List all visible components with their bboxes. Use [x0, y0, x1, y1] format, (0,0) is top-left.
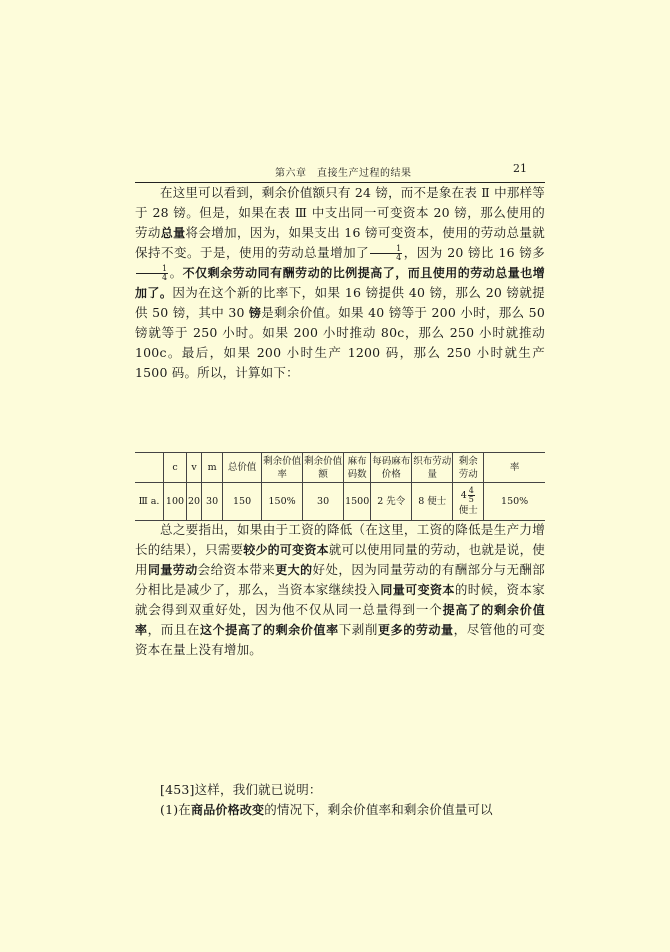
- chapter-title: 第六章 直接生产过程的结果: [275, 168, 412, 179]
- fraction-one-quarter-2: $\frac{1}{4}$: [136, 265, 168, 282]
- p2-text-5: 的时候，资本家就会得到双重好处，因为他不仅从同一总量得到一个: [135, 582, 546, 617]
- paragraph-2: [135, 520, 545, 660]
- table-header-cell: 率: [484, 453, 545, 483]
- p4-text-1: (1)在: [160, 802, 192, 817]
- p1-text-3: ，因为 20 镑比 16 镑多: [403, 245, 545, 260]
- p2-text-7: 下剥削: [338, 622, 379, 637]
- paragraph-1: [135, 183, 545, 383]
- calculation-table: [135, 452, 545, 521]
- p2-text-1: 总之要指出，如果由于工资的降低（在这里，工资的降低是生产力增长的结果），只需要: [135, 522, 545, 557]
- table-header-cell: [135, 453, 164, 483]
- p1-text-6: 是剩余价值。如果 40 镑等于 200 小时，那么 50 镑就等于 250 小时。如果 200 小时推动 80c，那么 250 小时就推动 100c。最后，如果 200 小时生产 1200 码，那么 250 小时就生产 1500 码。所以，计算如下：: [135, 305, 545, 380]
- fraction-one-quarter: $\frac{1}{4}$: [370, 245, 402, 262]
- p1-text-1: 在这里可以看到，剩余价值额只有 24 镑，而不是象在表 Ⅱ 中那样等于 28 镑。但是，如果在表 Ⅲ 中支出同一可变资本 20 镑，那么使用的劳动: [135, 185, 545, 240]
- table-row: [135, 483, 545, 521]
- p1-text-5: 因为在这个新的比率下，如果 16 镑提供 40 镑，那么 20 镑就提供 50 镑，其中 30: [135, 285, 545, 320]
- table-header-cell: c: [164, 453, 187, 483]
- p2-emphasis-5: 提高了的剩余价值率: [135, 603, 545, 637]
- row-label: Ⅲ a.: [135, 483, 164, 521]
- p1-text-2: 将会增加，因为，如果支出 16 镑可变资本，使用的劳动总量就保持不变。于是，使用的劳动总量增加了: [135, 225, 545, 260]
- p4-text-2: 的情况下，剩余价值率和剩余价值量可以: [264, 802, 493, 817]
- table-header-cell: m: [202, 453, 223, 483]
- table-header-cell: 总价值: [223, 453, 262, 483]
- p2-emphasis-6: 这个提高了的剩余价值率: [200, 623, 339, 637]
- p1-emphasis-1: 总量: [160, 226, 186, 240]
- table-header-cell: 麻布码数: [344, 453, 371, 483]
- cell-yards: 1500: [344, 483, 371, 521]
- p2-text-4: 好处，因为同量劳动的有酬部分与无酬部分相比是减少了，那么，当资本家继续投入: [135, 562, 546, 597]
- paragraph-3: [135, 780, 545, 800]
- p4-emphasis-1: 商品价格改变: [191, 803, 265, 817]
- cell-weaving-labour: 8 便士: [412, 483, 453, 521]
- p2-text-2: 就可以使用同量的劳动，也就是说，使用: [135, 542, 545, 577]
- p2-text-8: ，尽管他的可变资本在量上没有增加。: [135, 622, 546, 657]
- p2-emphasis-4: 同量可变资本: [380, 583, 455, 597]
- cell-price-per-yard: 2 先令: [371, 483, 412, 521]
- page-number: 21: [513, 162, 527, 175]
- cell-total-value: 150: [223, 483, 262, 521]
- cell-surplus-labour: 4 $\frac{4}{5}$ 便士: [453, 483, 484, 521]
- page-header: [135, 160, 545, 183]
- p2-emphasis-2: 同量劳动: [147, 563, 198, 577]
- p2-text-3: 会给资本带来: [197, 562, 276, 577]
- cell-m: 30: [202, 483, 223, 521]
- p3-text: [453]这样，我们就已说明：: [160, 782, 322, 797]
- p2-text-6: ，而且在: [147, 622, 201, 637]
- cell-surplus-amount: 30: [303, 483, 344, 521]
- p2-emphasis-7: 更多的劳动量: [378, 623, 454, 637]
- table-header-cell: 剩余价值率: [262, 453, 303, 483]
- cell-surplus-rate: 150%: [262, 483, 303, 521]
- p1-emphasis-2: 不仅剩余劳动同有酬劳动的比例提高了，而且使用的劳动总量也增加了。: [135, 266, 546, 300]
- cell-v: 20: [187, 483, 202, 521]
- table-header-cell: 剩余劳动: [453, 453, 484, 483]
- fraction-four-fifths: $\frac{4}{5}$: [468, 485, 474, 504]
- cell-c: 100: [164, 483, 187, 521]
- table-header-row: [135, 453, 545, 483]
- cell-ratio: 150%: [484, 483, 545, 521]
- table-header-cell: 织布劳动量: [412, 453, 453, 483]
- table-header-cell: 剩余价值额: [303, 453, 344, 483]
- p1-emphasis-3: 镑: [248, 306, 262, 320]
- table-header-cell: v: [187, 453, 202, 483]
- paragraph-4: [135, 800, 545, 820]
- p2-emphasis-1: 较少的可变资本: [243, 543, 329, 557]
- p1-text-4: 。: [169, 265, 183, 280]
- p2-emphasis-3: 更大的: [275, 563, 313, 577]
- table-header-cell: 每码麻布价格: [371, 453, 412, 483]
